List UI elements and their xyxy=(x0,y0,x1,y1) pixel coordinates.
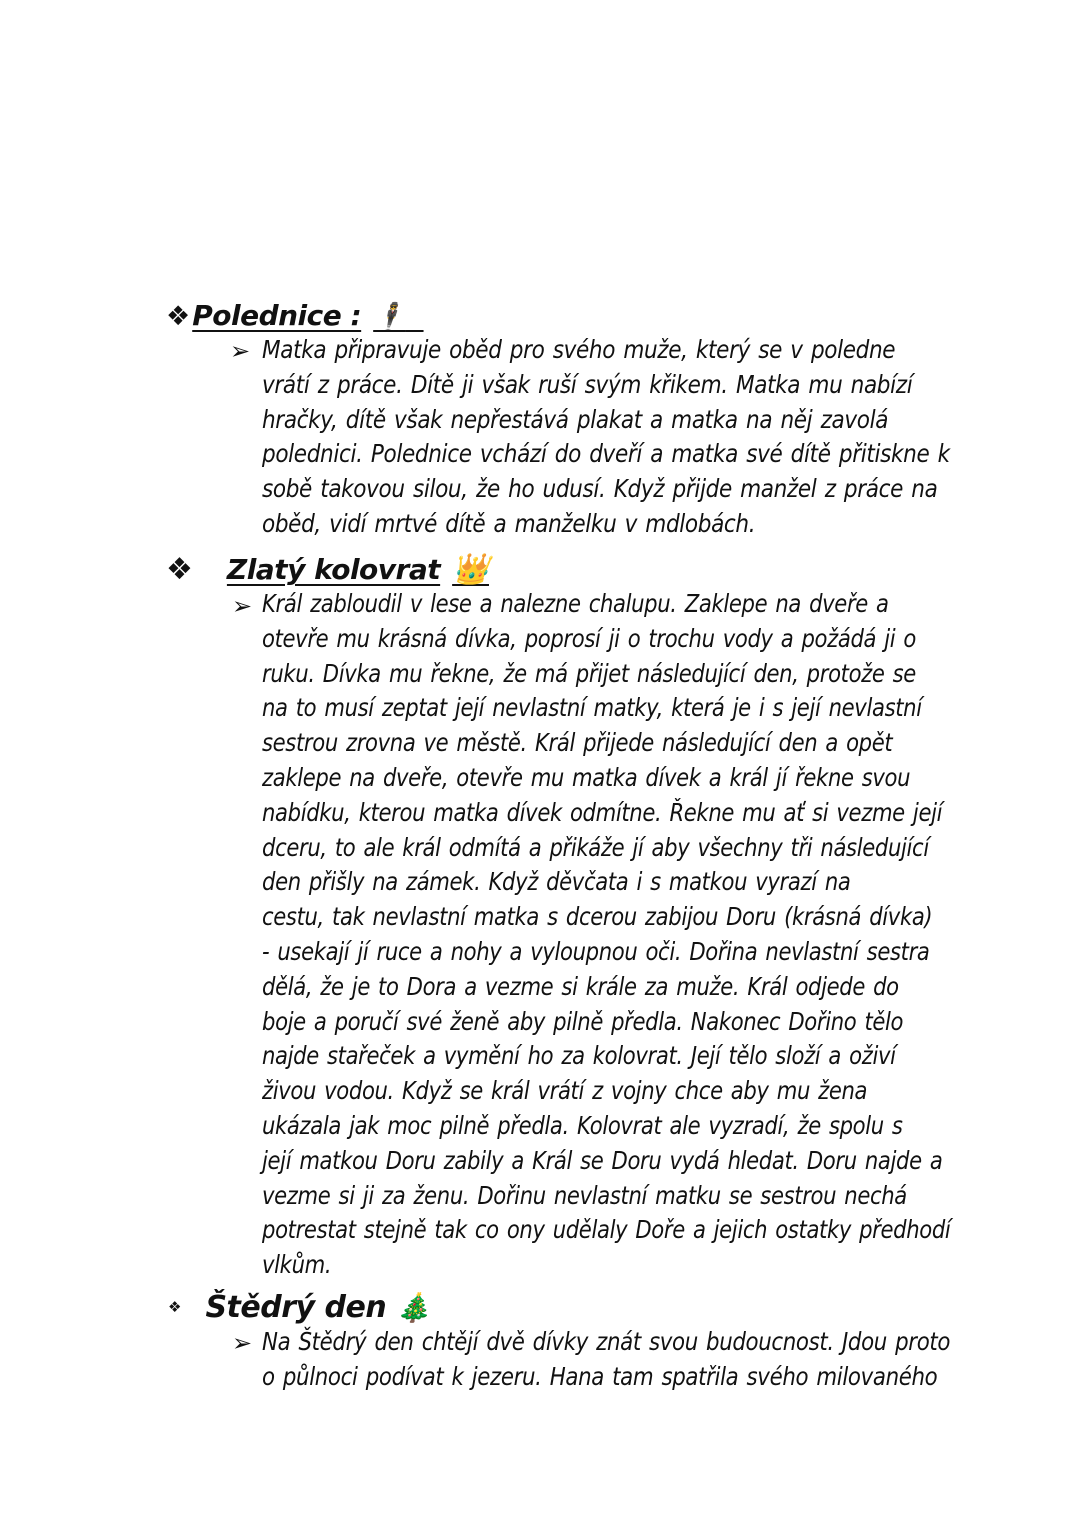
paragraph-line: cestu, tak nevlastní matka s dcerou zabijou Doru (krásná dívka) xyxy=(262,902,933,932)
paragraph-line: najde stařeček a vymění ho za kolovrat. Její tělo složí a oživí xyxy=(262,1041,896,1071)
section-title: Zlatý kolovrat 👑 xyxy=(226,552,489,587)
paragraph-line: otevře mu krásná dívka, poprosí ji o trochu vody a požádá ji o xyxy=(262,623,916,653)
paragraph-line: živou vodou. Když se král vrátí z vojny chce aby mu žena xyxy=(262,1076,868,1106)
section-paragraph xyxy=(262,333,1044,542)
diamond-bullet-icon: ❖ xyxy=(166,552,193,587)
diamond-bullet-icon: ❖ xyxy=(168,1298,182,1316)
paragraph-line: Na Štědrý den chtějí dvě dívky znát svou budoucnost. Jdou proto xyxy=(262,1327,951,1356)
section-heading xyxy=(166,290,424,330)
section-heading xyxy=(168,1283,431,1323)
christmas-tree-icon: 🎄 xyxy=(396,1291,431,1324)
person-in-suit-icon: 🕴 xyxy=(373,302,406,332)
paragraph-line: zaklepe na dveře, otevře mu matka dívek a král jí řekne svou xyxy=(262,762,911,792)
paragraph-line: Matka připravuje oběd pro svého muže, který se v poledne xyxy=(262,335,896,364)
paragraph-line: den přišly na zámek. Když děvčata i s matkou vyrazí na xyxy=(262,867,851,897)
arrow-bullet-icon: ➢ xyxy=(230,337,251,365)
diamond-bullet-icon: ❖ xyxy=(166,301,191,332)
paragraph-line: boje a poručí své ženě aby pilně předla. Nakonec Dořino tělo xyxy=(262,1006,904,1036)
paragraph-line: hračky, dítě však nepřestává plakat a matka na něj zavolá xyxy=(262,404,889,434)
section-heading xyxy=(166,545,489,585)
paragraph-line: na to musí zeptat její nevlastní matky, která je i s její nevlastní xyxy=(262,693,922,723)
paragraph-line: sobě takovou silou, že ho udusí. Když přijde manžel z práce na xyxy=(262,474,938,504)
paragraph-line: - usekají jí ruce a nohy a vyloupnou oči. Dořina nevlastní sestra xyxy=(262,936,930,966)
paragraph-line: vlkům. xyxy=(262,1250,332,1280)
arrow-bullet-icon: ➢ xyxy=(232,592,253,620)
paragraph-line: nabídku, kterou matka dívek odmítne. Řekne mu ať si vezme její xyxy=(262,797,943,827)
section-title: Štědrý den 🎄 xyxy=(205,1290,431,1325)
paragraph-line: dělá, že je to Dora a vezme si krále za muže. Král odjede do xyxy=(262,971,899,1001)
paragraph-line: vrátí z práce. Dítě ji však ruší svým křikem. Matka mu nabízí xyxy=(262,369,913,399)
paragraph-line: ukázala jak moc pilně předla. Kolovrat ale vyzradí, že spolu s xyxy=(262,1110,903,1140)
paragraph-line: vezme si ji za ženu. Dořinu nevlastní matku se sestrou nechá xyxy=(262,1180,907,1210)
section-paragraph xyxy=(262,1325,1053,1395)
paragraph-line: oběd, vidí mrtvé dítě a manželku v mdlobách. xyxy=(262,508,756,538)
paragraph-line: Král zabloudil v lese a nalezne chalupu. Zaklepe na dveře a xyxy=(262,589,889,618)
crown-icon: 👑 xyxy=(452,552,489,587)
arrow-bullet-icon: ➢ xyxy=(232,1329,253,1357)
paragraph-line: o půlnoci podívat k jezeru. Hana tam spatřila svého milovaného xyxy=(262,1361,938,1391)
paragraph-line: polednici. Polednice vchází do dveří a matka své dítě přitiskne k xyxy=(262,439,950,469)
paragraph-line: ruku. Dívka mu řekne, že má přijet následující den, protože se xyxy=(262,658,916,688)
paragraph-line: potrestat stejně tak co ony udělaly Doře a jejich ostatky předhodí xyxy=(262,1215,951,1245)
section-title: Polednice : 🕴 xyxy=(192,299,406,332)
paragraph-line: sestrou zrovna ve městě. Král přijede následující den a opět xyxy=(262,728,893,758)
paragraph-line: její matkou Doru zabily a Král se Doru vydá hledat. Doru najde a xyxy=(262,1145,943,1175)
section-paragraph xyxy=(262,587,1060,1283)
paragraph-line: dceru, to ale král odmítá a přikáže jí aby všechny tři následující xyxy=(262,832,929,862)
